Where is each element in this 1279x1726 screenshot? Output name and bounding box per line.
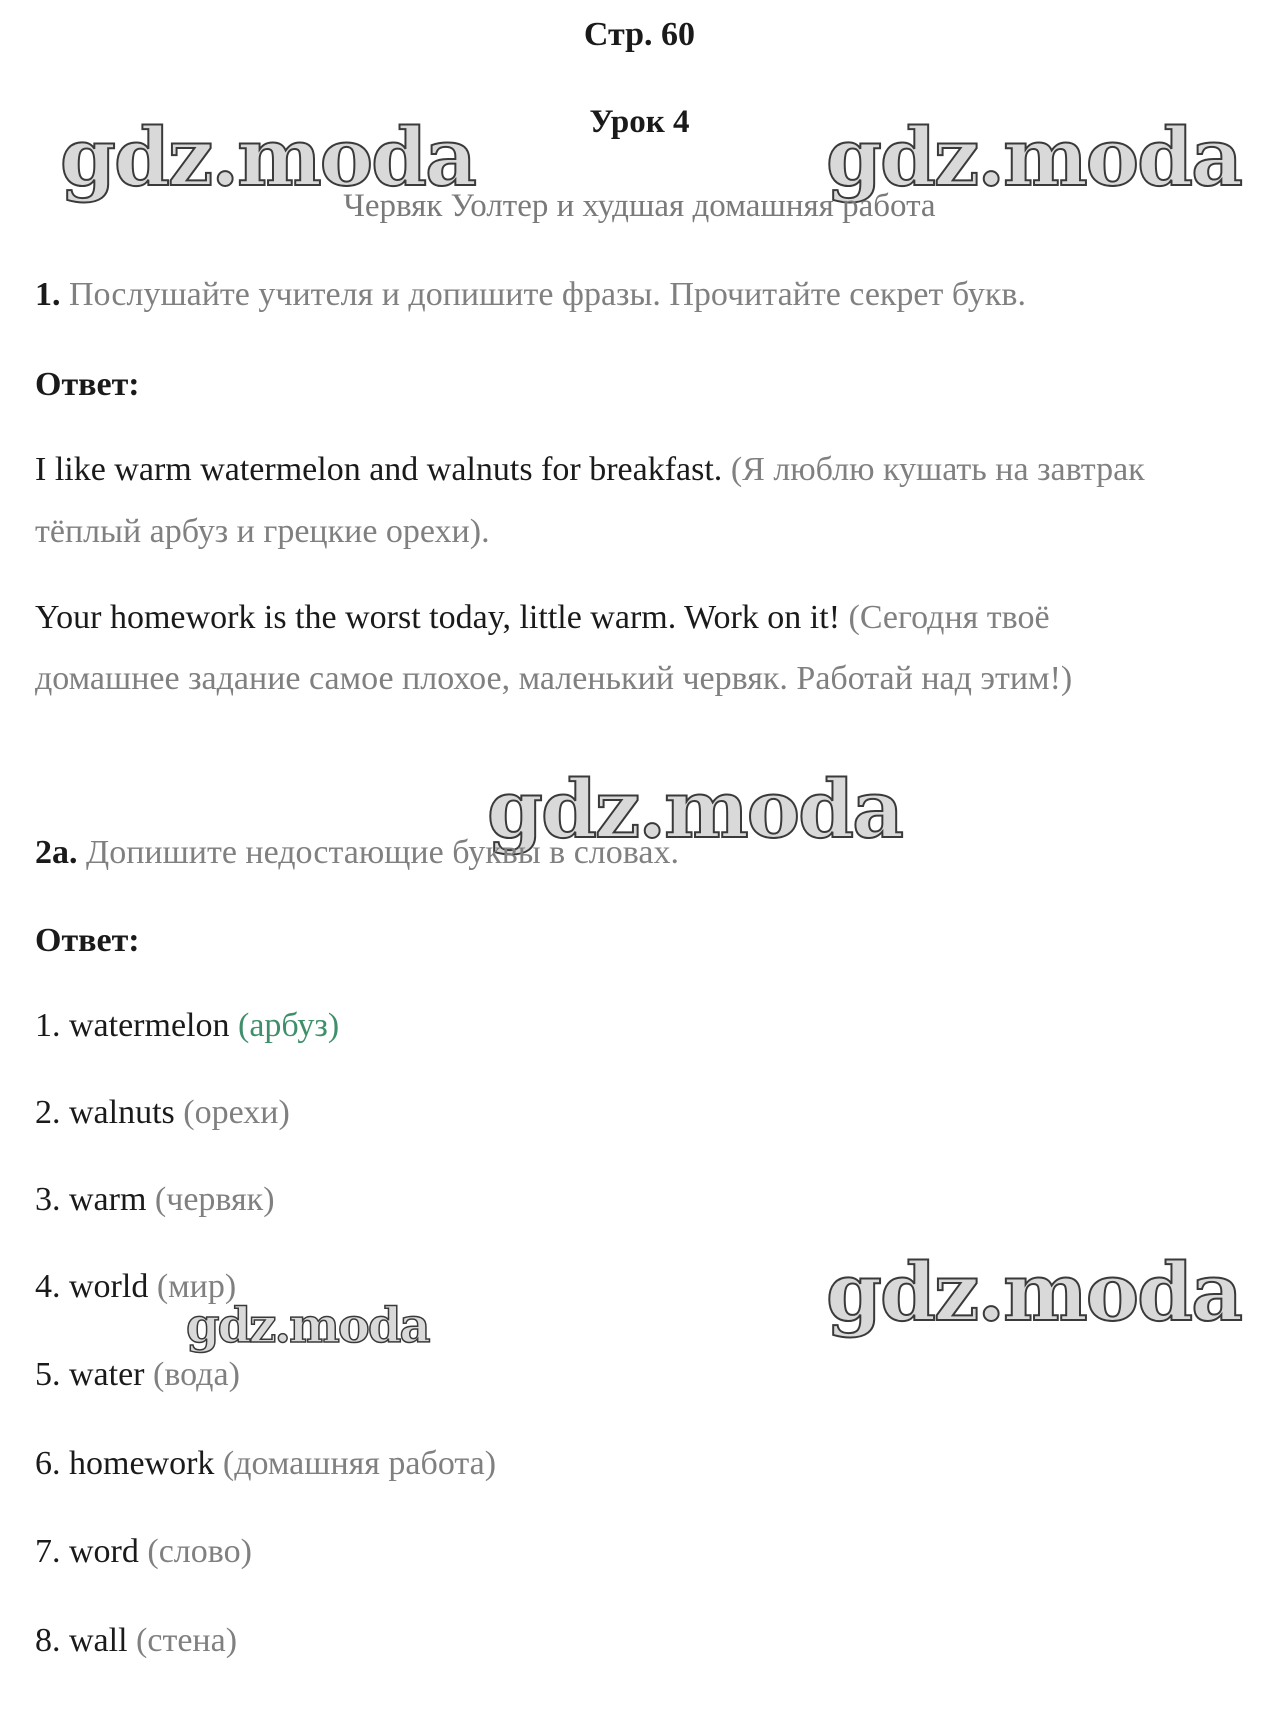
list-item <box>35 1181 275 1219</box>
sentence1-russian: (Я люблю кушать на завтрак <box>730 451 1145 488</box>
list-item <box>35 1622 237 1660</box>
word-english: 1. watermelon <box>35 1007 230 1044</box>
lesson-heading: Урок 4 <box>589 104 690 140</box>
task1-instruction <box>35 276 1026 314</box>
word-english: 4. world <box>35 1268 149 1305</box>
word-english: 7. word <box>35 1533 139 1570</box>
sentence1-english: I like warm watermelon and walnuts for breakfast. <box>35 451 723 488</box>
word-translation: (арбуз) <box>238 1007 340 1044</box>
task1-answer-label: Ответ: <box>35 366 140 403</box>
task2a-instruction-text: Допишите недостающие буквы в словах. <box>86 834 679 871</box>
list-item <box>35 1356 240 1394</box>
word-english: 2. walnuts <box>35 1094 175 1131</box>
word-translation: (слово) <box>147 1533 252 1570</box>
sentence2-russian: (Сегодня твоё <box>848 599 1050 636</box>
word-english: 3. warm <box>35 1181 147 1218</box>
list-item <box>35 1533 252 1571</box>
word-translation: (стена) <box>136 1622 238 1659</box>
word-english: 6. homework <box>35 1445 215 1482</box>
task2a-number: 2a. <box>35 834 78 871</box>
word-english: 5. water <box>35 1356 145 1393</box>
word-translation: (домашняя работа) <box>222 1445 497 1482</box>
watermark-logo: gdz.moda <box>186 1298 429 1354</box>
watermark-logo: gdz.moda <box>826 1245 1241 1339</box>
list-item <box>35 1094 290 1132</box>
task2a-answer-label: Ответ: <box>35 922 140 959</box>
sentence2-english: Your homework is the worst today, little warm. Work on it! <box>35 599 841 636</box>
task2a-instruction <box>35 834 679 872</box>
task1-instruction-text: Послушайте учителя и допишите фразы. Прочитайте секрет букв. <box>69 276 1026 313</box>
list-item <box>35 1268 236 1306</box>
task1-number: 1. <box>35 276 61 313</box>
task1-sentence2 <box>35 599 1050 637</box>
word-translation: (орехи) <box>183 1094 290 1131</box>
page-number: Стр. 60 <box>583 16 696 53</box>
word-translation: (червяк) <box>154 1181 275 1218</box>
list-item <box>35 1445 496 1483</box>
watermark-logo: gdz.moda <box>60 110 475 204</box>
task1-sentence1 <box>35 451 1145 489</box>
sentence2-russian-continued: домашнее задание самое плохое, маленький червяк. Работай над этим!) <box>35 660 1073 697</box>
word-english: 8. wall <box>35 1622 128 1659</box>
lesson-title: Червяк Уолтер и худшая домашняя работа <box>343 188 936 224</box>
watermark-logo: gdz.moda <box>487 762 902 856</box>
sentence1-russian-continued: тёплый арбуз и грецкие орехи). <box>35 513 490 550</box>
list-item <box>35 1007 339 1045</box>
watermark-logo: gdz.moda <box>826 110 1241 204</box>
word-translation: (вода) <box>153 1356 240 1393</box>
word-translation: (мир) <box>156 1268 237 1305</box>
